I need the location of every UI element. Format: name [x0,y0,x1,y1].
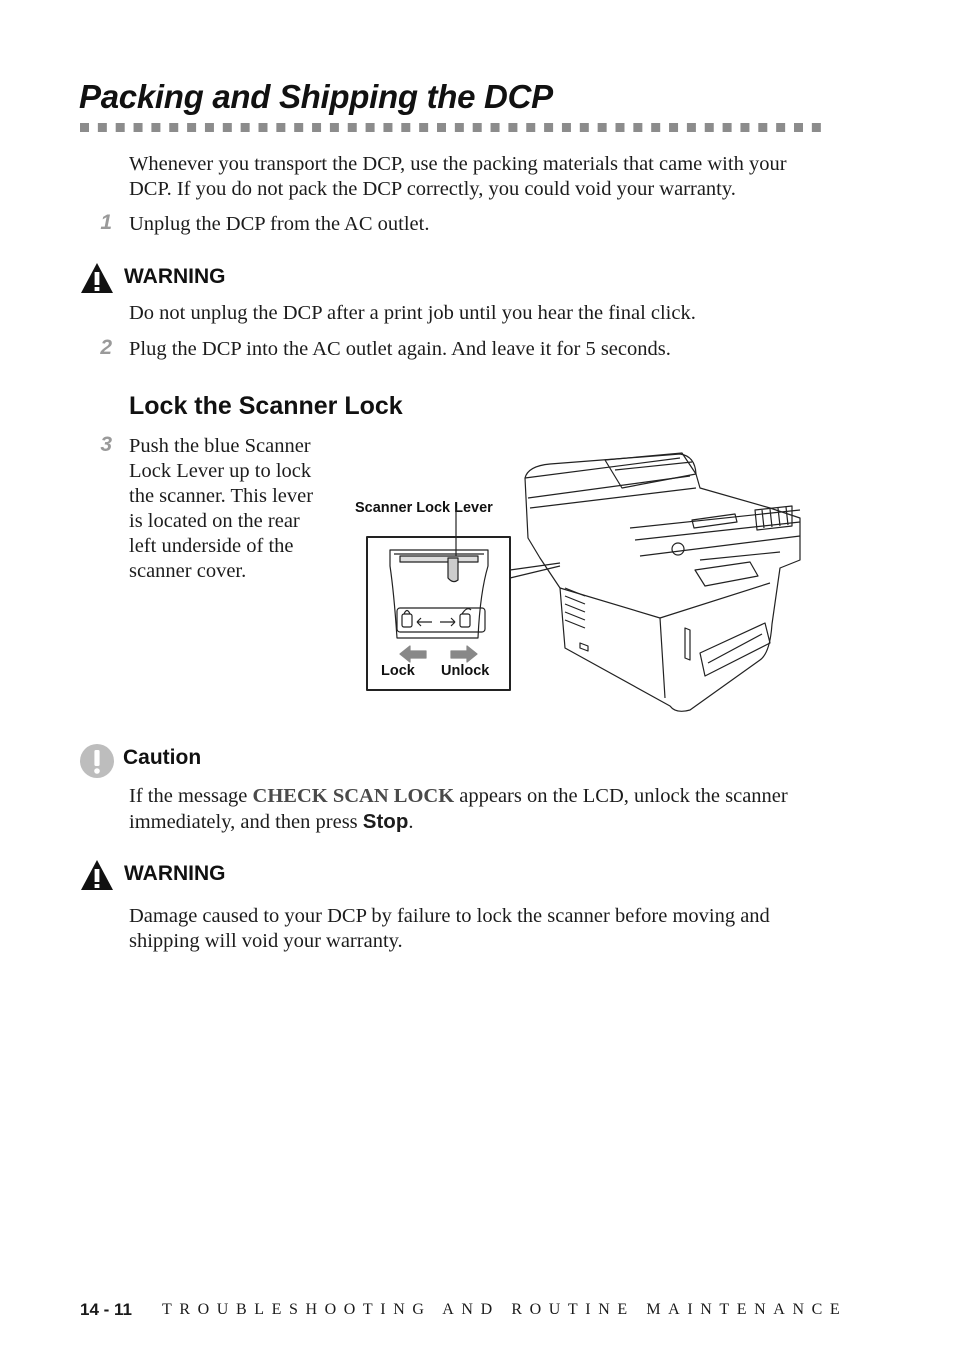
intro-paragraph: Whenever you transport the DCP, use the packing materials that came with your DCP. If you do not pack the DCP correctly, you could void your warranty. [129,153,787,200]
rule-dot [312,123,321,132]
rule-dot [259,123,268,132]
rule-dot [562,123,571,132]
rule-dot [740,123,749,132]
rule-dot [526,123,535,132]
rule-dot [491,123,500,132]
warning-2-text: Damage caused to your DCP by failure to lock the scanner before moving and shipping will void your warranty. [129,905,770,952]
warning-2-title: WARNING [124,862,226,885]
step-number-1: 1 [100,211,112,234]
dcp-scanner-illustration [360,448,810,714]
rule-dot [598,123,607,132]
warning-triangle-icon [79,858,115,892]
rule-dot [98,123,107,132]
rule-dot [705,123,714,132]
rule-dot [348,123,357,132]
rule-dot [776,123,785,132]
rule-dot [205,123,214,132]
rule-dot [794,123,803,132]
rule-dot [134,123,143,132]
rule-dot [812,123,821,132]
step-number-3: 3 [100,433,112,456]
rule-dot [401,123,410,132]
step-3-text: Push the blue Scanner Lock Lever up to lock the scanner. This lever is located on the rear left underside of the scanner cover. [129,435,314,582]
caution-exclamation-icon [79,743,115,779]
rule-dot [455,123,464,132]
rule-dot [169,123,178,132]
title-dotted-rule [80,123,822,132]
rule-dot [687,123,696,132]
rule-dot [116,123,125,132]
step-1-text: Unplug the DCP from the AC outlet. [129,213,430,235]
rule-dot [187,123,196,132]
caution-text [129,784,829,835]
step-number-2: 2 [100,336,112,359]
caution-text-middle: appears on the LCD, unlock the scanner immediately, and then press [129,785,788,833]
figure-unlock-label: Unlock [441,663,490,679]
figure-lock-label: Lock [381,663,415,679]
page-title: Packing and Shipping the DCP [79,78,553,115]
rule-dot [223,123,232,132]
rule-dot [437,123,446,132]
rule-dot [294,123,303,132]
rule-dot [508,123,517,132]
figure-lever-label: Scanner Lock Lever [355,500,493,516]
rule-dot [419,123,428,132]
rule-dot [366,123,375,132]
warning-triangle-icon [79,261,115,295]
rule-dot [669,123,678,132]
rule-dot [723,123,732,132]
lcd-message: CHECK SCAN LOCK [252,785,455,807]
footer-chapter-title: TROUBLESHOOTING AND ROUTINE MAINTENANCE [162,1301,848,1318]
warning-1-text: Do not unplug the DCP after a print job until you hear the final click. [129,302,696,324]
stop-key-label: Stop [362,810,409,833]
step-2-text: Plug the DCP into the AC outlet again. And leave it for 5 seconds. [129,338,671,360]
caution-text-before: If the message [129,785,253,807]
rule-dot [330,123,339,132]
rule-dot [276,123,285,132]
rule-dot [241,123,250,132]
rule-dot [383,123,392,132]
caution-title: Caution [123,746,202,769]
rule-dot [633,123,642,132]
section-subheading: Lock the Scanner Lock [129,392,403,420]
rule-dot [758,123,767,132]
footer-page-number: 14 - 11 [80,1300,132,1319]
rule-dot [544,123,553,132]
rule-dot [651,123,660,132]
rule-dot [80,123,89,132]
rule-dot [580,123,589,132]
warning-1-title: WARNING [124,265,226,288]
rule-dot [616,123,625,132]
rule-dot [151,123,160,132]
rule-dot [473,123,482,132]
caution-text-after: . [408,811,414,833]
